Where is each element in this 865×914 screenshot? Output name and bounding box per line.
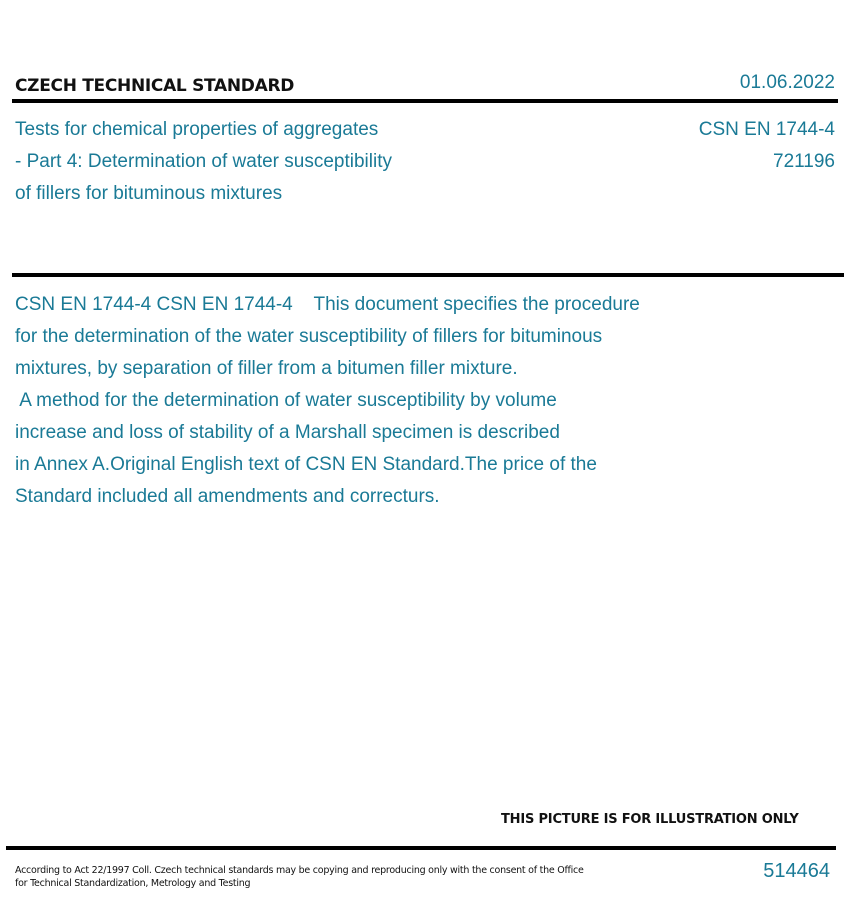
top-divider xyxy=(12,99,838,103)
bottom-divider xyxy=(6,846,836,850)
standard-title-line: - Part 4: Determination of water susceptibility xyxy=(15,151,392,172)
legal-notice-line: According to Act 22/1997 Coll. Czech technical standards may be copying and reproducing only with the consent of the Office xyxy=(15,865,584,876)
illustration-disclaimer: THIS PICTURE IS FOR ILLUSTRATION ONLY xyxy=(501,812,799,827)
document-type-heading: CZECH TECHNICAL STANDARD xyxy=(15,76,295,96)
abstract-line: CSN EN 1744-4 CSN EN 1744-4 This document specifies the procedure xyxy=(15,294,640,315)
classification-code: 721196 xyxy=(773,151,835,172)
middle-divider xyxy=(12,273,844,277)
abstract-text xyxy=(15,289,640,513)
abstract-line: increase and loss of stability of a Marshall specimen is described xyxy=(15,422,560,443)
abstract-line: Standard included all amendments and correcturs. xyxy=(15,486,440,507)
standard-identifiers xyxy=(699,114,835,178)
legal-notice-line: for Technical Standardization, Metrology and Testing xyxy=(15,878,251,889)
abstract-line: A method for the determination of water susceptibility by volume xyxy=(15,390,557,411)
abstract-line: in Annex A.Original English text of CSN EN Standard.The price of the xyxy=(15,454,597,475)
catalog-number: 514464 xyxy=(763,860,830,882)
standard-designation: CSN EN 1744-4 xyxy=(698,119,835,140)
abstract-line: mixtures, by separation of filler from a bitumen filler mixture. xyxy=(15,358,518,379)
standard-title-line: Tests for chemical properties of aggregates xyxy=(15,119,379,140)
abstract-line: for the determination of the water susceptibility of fillers for bituminous xyxy=(15,326,603,347)
standard-title xyxy=(15,114,392,210)
standard-title-line: of fillers for bituminous mixtures xyxy=(15,183,283,204)
legal-notice xyxy=(15,864,584,890)
publication-date: 01.06.2022 xyxy=(739,72,835,93)
